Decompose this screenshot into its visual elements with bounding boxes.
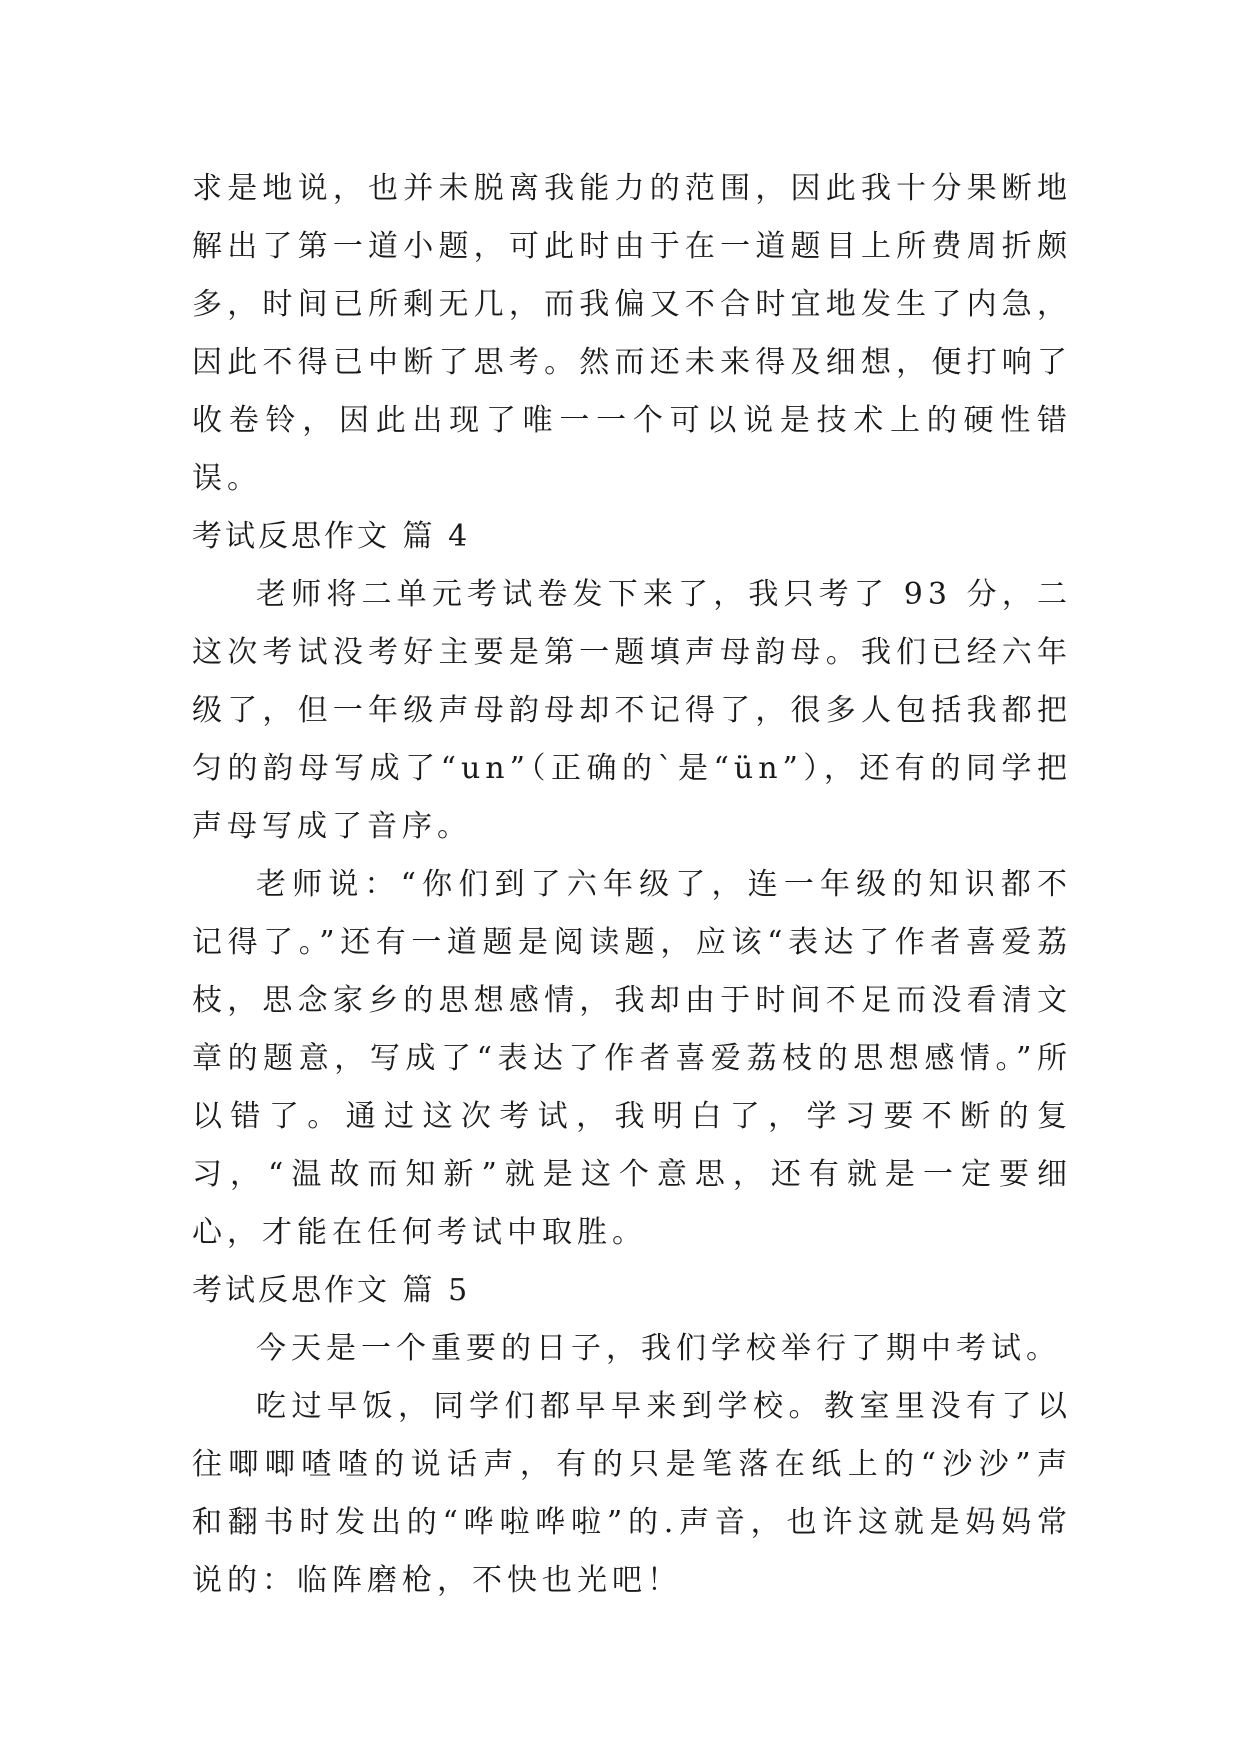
paragraph: 求是地说，也并未脱离我能力的范围，因此我十分果断地解出了第一道小题，可此时由于在一道题目上所费周折颇多，时间已所剩无几，而我偏又不合时宜地发生了内急，因此不得已中断了思考。然而还未来得及细想，便打响了收卷铃，因此出现了唯一一个可以说是技术上的硬性错误。 <box>192 171 1072 496</box>
paragraph: 老师将二单元考试卷发下来了，我只考了 93 分，二这次考试没考好主要是第一题填声母韵母。我们已经六年级了，但一年级声母韵母却不记得了，很多人包括我都把匀的韵母写成了“un”（正确的`是“ün”），还有的同学把声母写成了音序。 <box>192 577 1072 844</box>
paragraph: 今天是一个重要的日子，我们学校举行了期中考试。 <box>256 1331 1061 1366</box>
paragraph: 老师说：“你们到了六年级了，连一年级的知识都不记得了。”还有一道题是阅读题，应该“表达了作者喜爱荔枝，思念家乡的思想感情，我却由于时间不足而没看清文章的题意，写成了“表达了作者喜爱荔枝的思想感情。”所以错了。通过这次考试，我明白了，学习要不断的复习，“温故而知新”就是这个意思，还有就是一定要细心，才能在任何考试中取胜。 <box>192 867 1072 1250</box>
document-page <box>192 160 1072 1610</box>
section-heading: 考试反思作文 篇 5 <box>192 1273 471 1308</box>
section-heading: 考试反思作文 篇 4 <box>192 519 471 554</box>
paragraph: 吃过早饭，同学们都早早来到学校。教室里没有了以往唧唧喳喳的说话声，有的只是笔落在纸上的“沙沙”声和翻书时发出的“哗啦哗啦”的.声音，也许这就是妈妈常说的：临阵磨枪，不快也光吧！ <box>192 1389 1072 1598</box>
